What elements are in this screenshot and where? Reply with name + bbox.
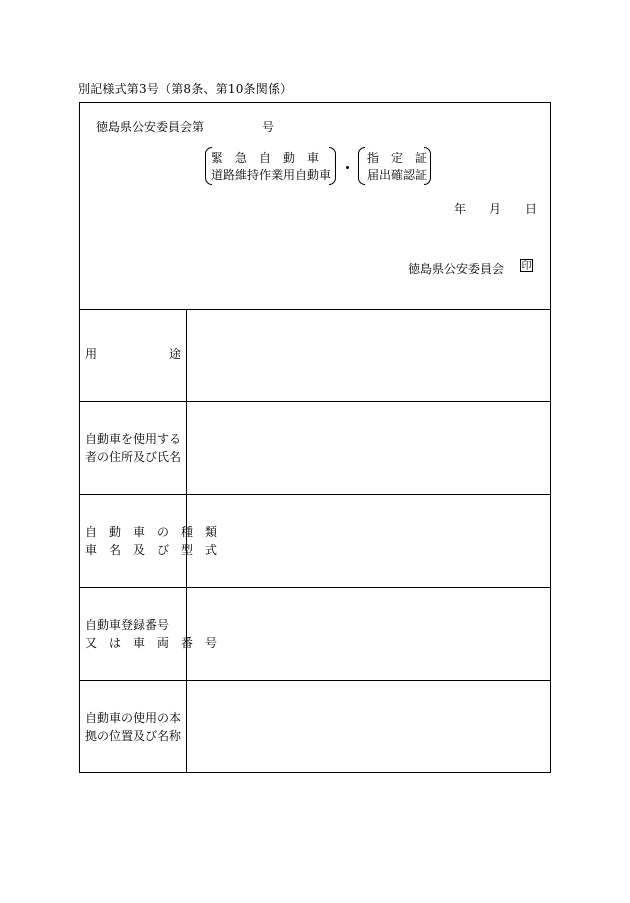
separator-dot [346,166,349,169]
certificate-form [79,102,551,773]
issuer-number-prefix: 徳島県公安委員会第 [96,120,205,134]
form-caption: 別記様式第3号（第8条、第10条関係） [78,82,293,96]
label-owner-line1: 自動車を使用する [85,432,182,446]
issuer-number-suffix: 号 [262,120,275,134]
date-day: 日 [525,202,538,216]
label-vehicle-type-line2: 車 名 及 び 型 式 [85,543,218,557]
registration-field[interactable] [187,588,550,680]
date-month: 月 [489,202,502,216]
label-registration-line2: 又 は 車 両 番 号 [85,636,218,650]
label-base-line2: 拠の位置及び名称 [85,729,182,743]
vehicle-type-emergency: 緊 急 自 動 車 [211,151,320,165]
row-usage [80,309,550,402]
owner-field[interactable] [187,402,550,494]
row-label [80,309,187,401]
row-base-location [80,681,550,772]
base-location-field[interactable] [187,681,550,772]
vehicle-type-field[interactable] [187,495,550,587]
label-vehicle-type-line1: 自 動 車 の 種 類 [85,525,218,539]
row-label [80,402,187,494]
label-owner-line2: 者の住所及び氏名 [85,450,182,464]
row-vehicle-type [80,495,550,588]
row-label [80,588,218,680]
usage-field[interactable] [187,309,550,401]
form-header-section [80,103,550,310]
row-registration [80,588,550,681]
seal-mark: 印 [521,261,532,272]
issuer-name: 徳島県公安委員会 [408,262,505,276]
issuer-number-line [96,118,275,135]
label-base-line1: 自動車の使用の本 [85,711,182,725]
label-registration-line1: 自動車登録番号 [85,618,170,632]
doc-type-designation: 指 定 証 [367,151,428,165]
vehicle-type-road-maintenance: 道路維持作業用自動車 [211,168,332,182]
row-label [80,681,187,772]
row-owner [80,402,550,495]
doc-type-confirmation: 届出確認証 [367,168,428,182]
row-label [80,495,218,587]
label-usage: 用 途 [85,347,182,361]
date-year: 年 [454,202,467,216]
